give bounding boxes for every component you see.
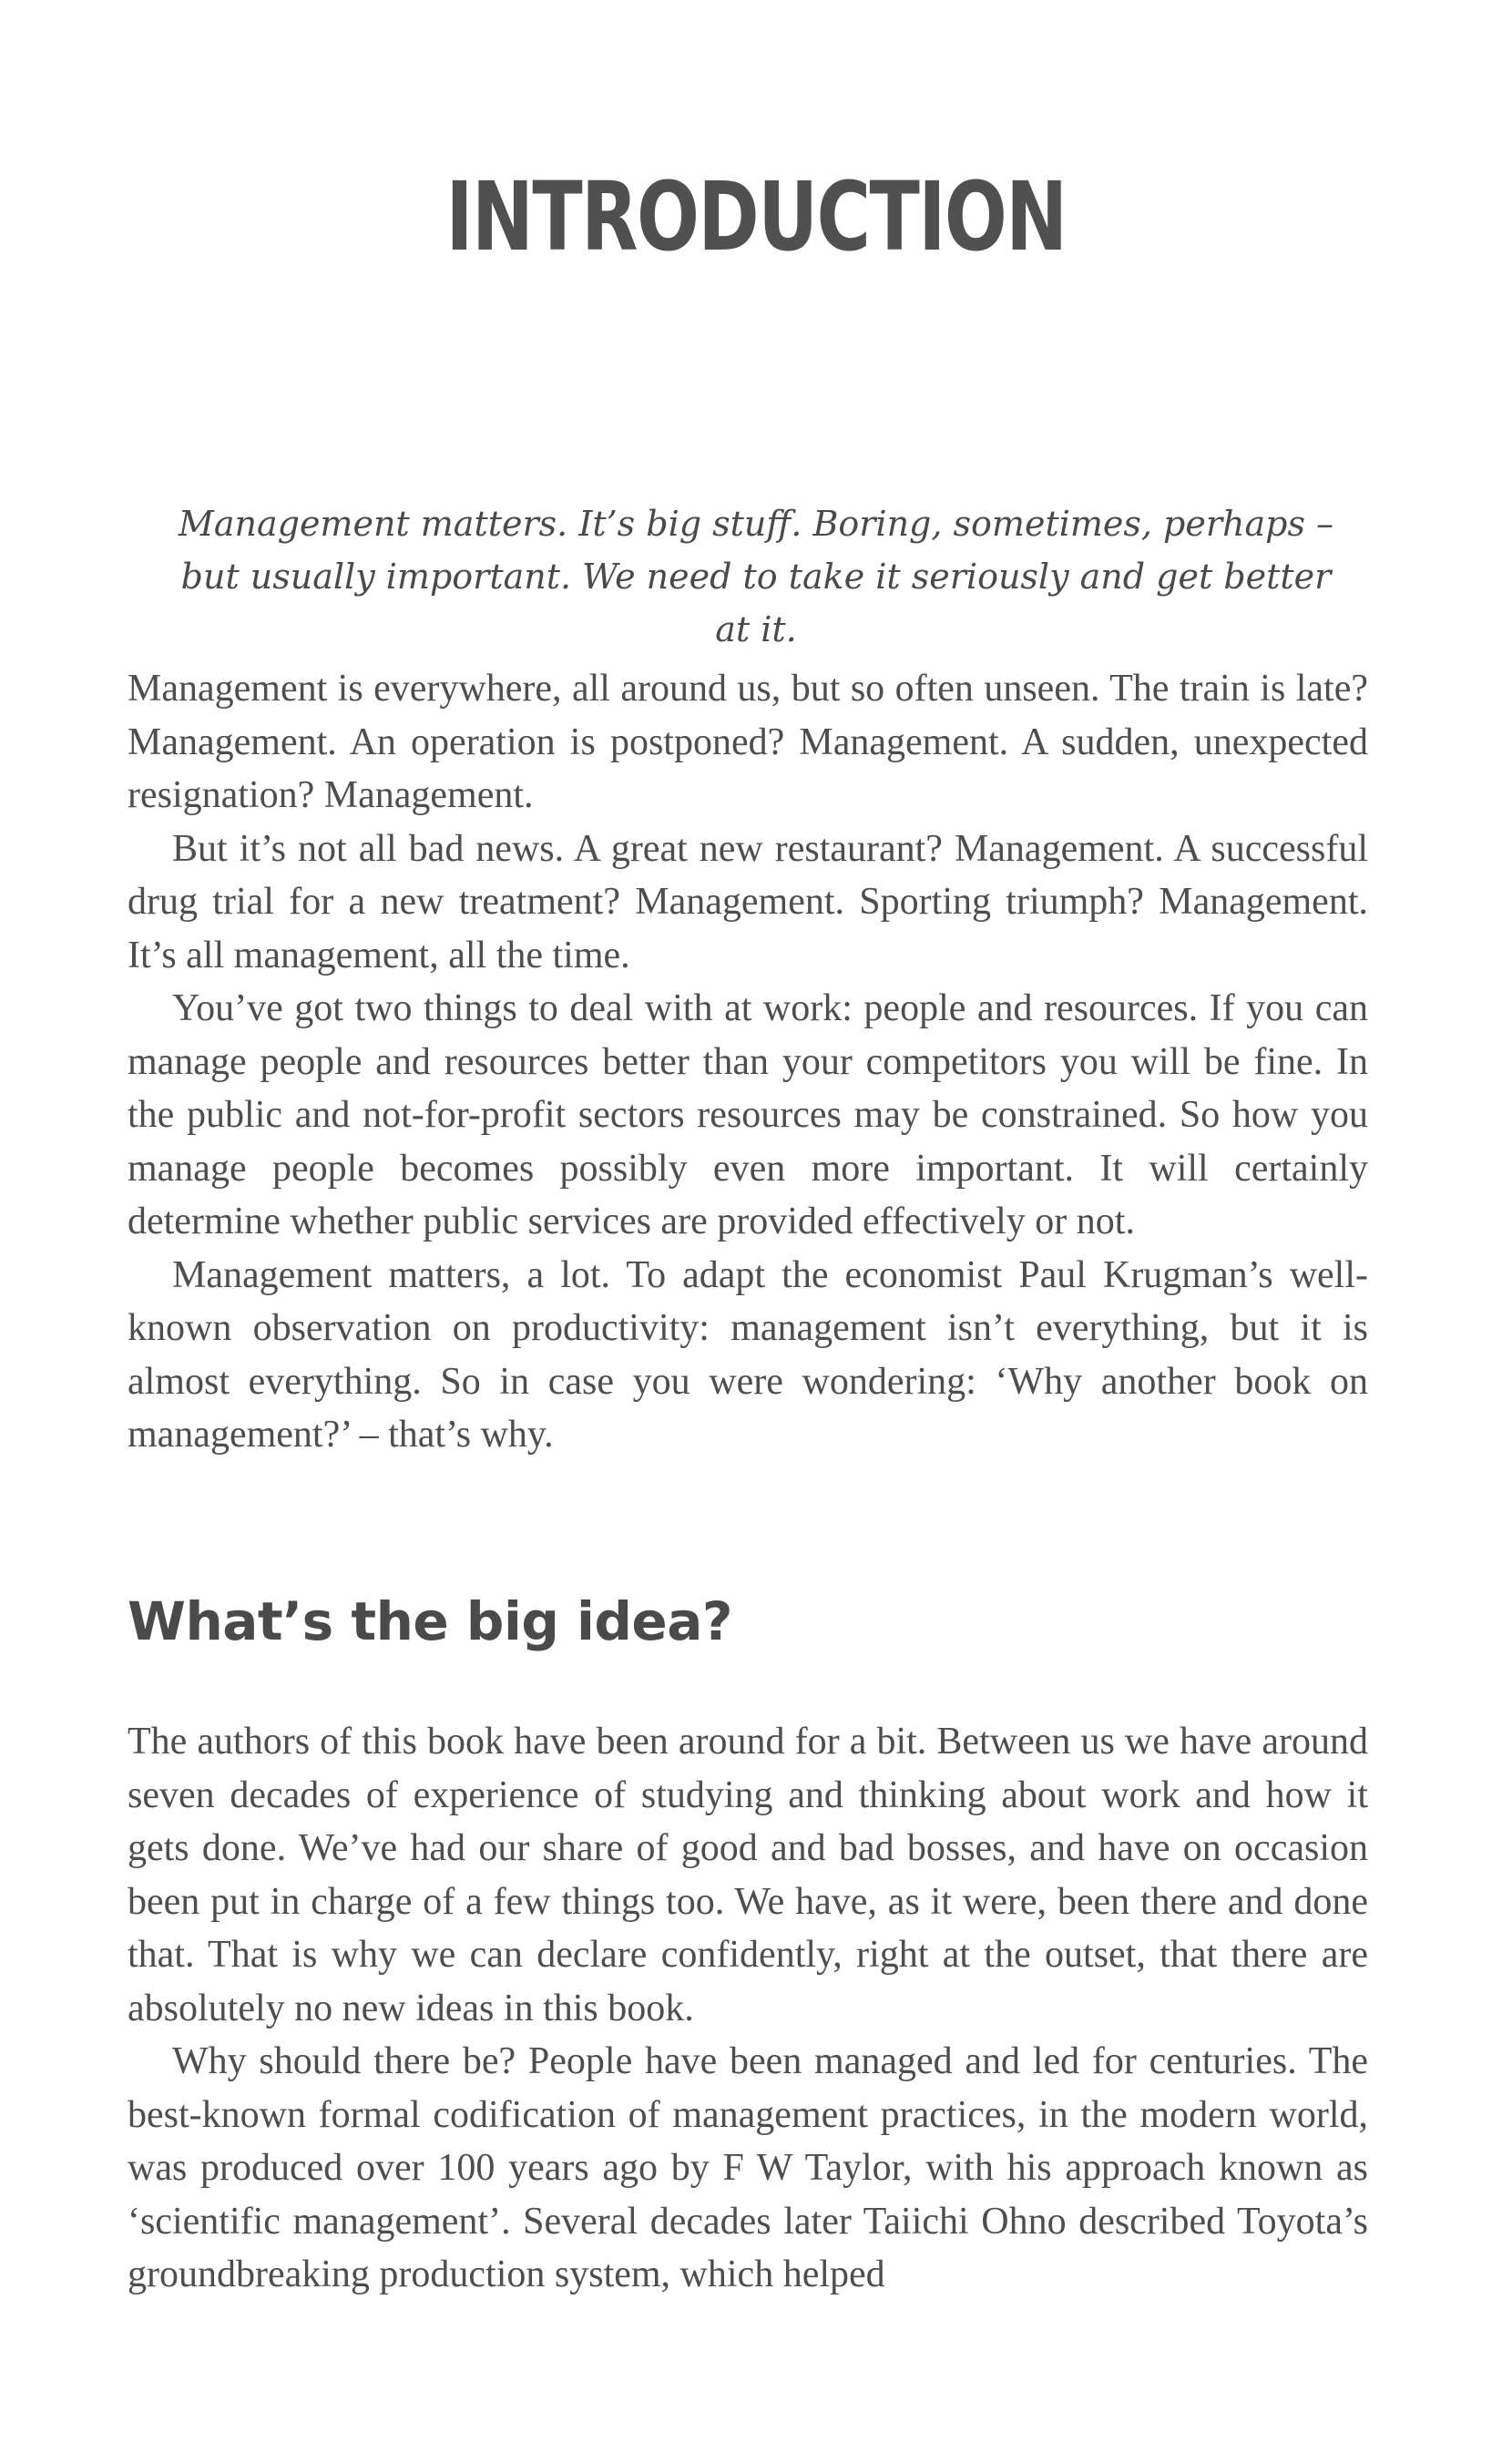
paragraph: But it’s not all bad news. A great new restaurant? Management. A successful drug trial for a new treatment? Management. Sporting triumph? Management. It’s all management, all the time. <box>128 827 1368 976</box>
paragraph: Management is everywhere, all around us, but so often unseen. The train is late? Management. An operation is postponed? Management. A sudden, unexpected resignation? Management. <box>128 668 1368 816</box>
chapter-title: INTRODUCTION <box>445 161 1067 272</box>
paragraph: Management matters, a lot. To adapt the economist Paul Krugman’s well-known observation on productivity: management isn’t everything, but it is almost everything. So in case you were wondering: ‘Why another book on management?’ – that’s why. <box>128 1253 1368 1456</box>
section-text <box>128 1715 1368 2302</box>
section-heading: What’s the big idea? <box>128 1590 733 1652</box>
paragraph: You’ve got two things to deal with at work: people and resources. If you can manage people and resources better than your competitors you will be fine. In the public and not-for-profit sectors resources may be constrained. So how you manage people becomes possibly even more important. It will certainly determine whether public services are provided effectively or not. <box>128 987 1368 1242</box>
intro-text <box>128 662 1368 1462</box>
epigraph: Management matters. It’s big stuff. Boring, sometimes, perhaps – but usually important. We need to take it seriously and get better at it. <box>178 504 1334 649</box>
paragraph: The authors of this book have been around for a bit. Between us we have around seven decades of experience of studying and thinking about work and how it gets done. We’ve had our share of good and bad bosses, and have on occasion been put in charge of a few things too. We have, as it were, been there and done that. That is why we can declare confidently, right at the outset, that there are absolutely no new ideas in this book. <box>128 1721 1368 2029</box>
paragraph: Why should there be? People have been managed and led for centuries. The best-known formal codification of management practices, in the modern world, was produced over 100 years ago by F W Taylor, with his approach known as ‘scientific management’. Several decades later Taiichi Ohno described Toyota’s groundbreaking production system, which helped <box>128 2040 1368 2295</box>
